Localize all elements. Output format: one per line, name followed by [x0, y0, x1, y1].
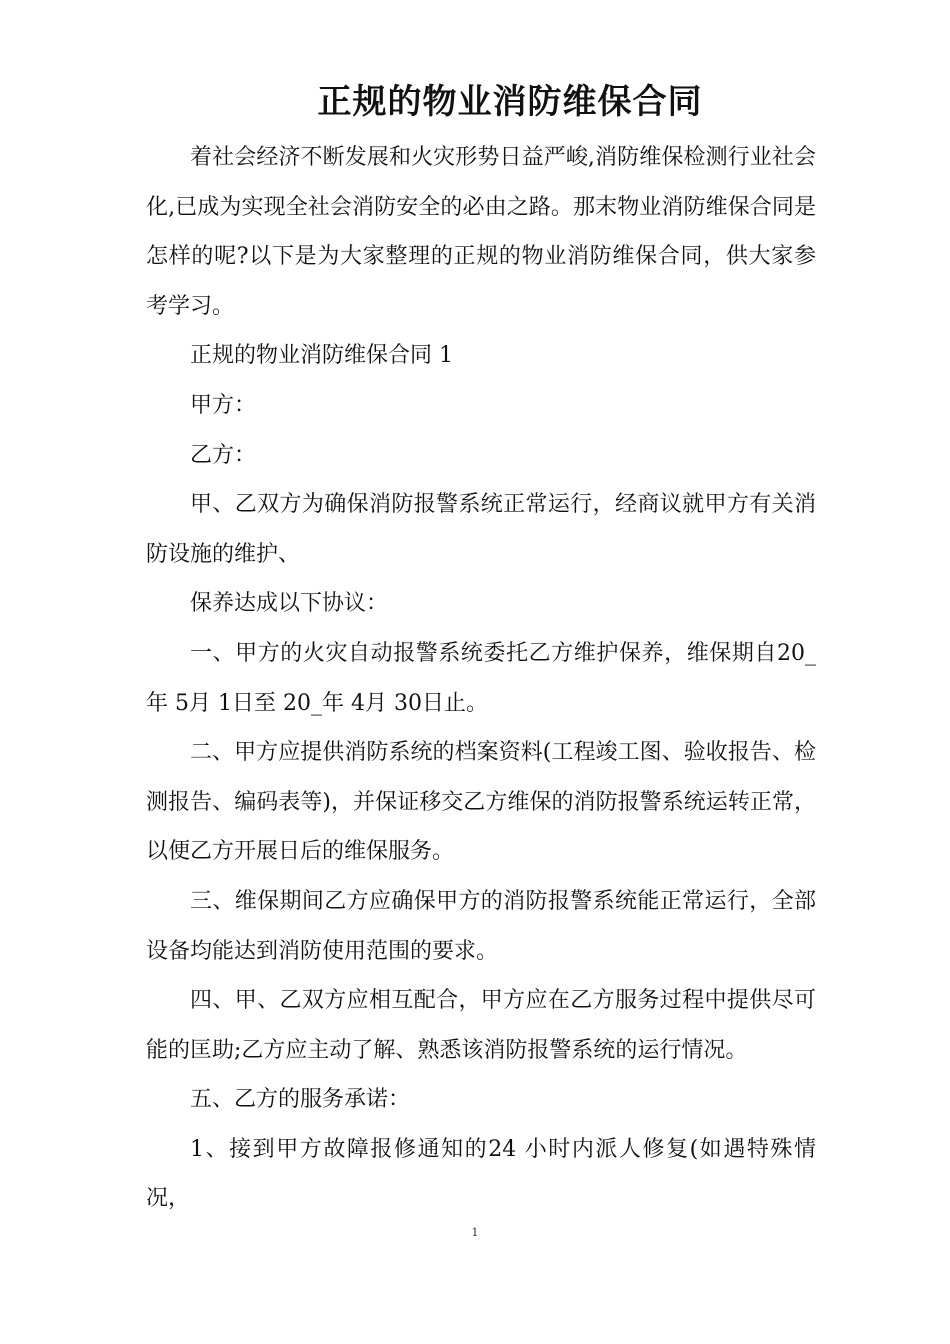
clause-2: 二、甲方应提供消防系统的档案资料(工程竣工图、验收报告、检测报告、编码表等)，并保证移交乙方维保的消防报警系统运转正常，以便乙方开展日后的维保服务。	[146, 740, 816, 865]
page-number: 1	[471, 1226, 479, 1239]
contract-heading: 正规的物业消防维保合同 1	[190, 343, 453, 369]
agreement-preamble: 甲、乙双方为确保消防报警系统正常运行，经商议就甲方有关消防设施的维护、	[146, 492, 816, 567]
document-body	[146, 133, 816, 1224]
document-title: 正规的物业消防维保合同	[317, 82, 703, 122]
agreement-preamble-cont: 保养达成以下协议：	[190, 591, 389, 617]
clause-5-item-1: 1、接到甲方故障报修通知的24 小时内派人修复(如遇特殊情况，	[146, 1136, 816, 1212]
party-b-line: 乙方：	[190, 442, 257, 468]
clause-1: 一、甲方的火灾自动报警系统委托乙方维护保养，维保期自20_年 5月 1日至 20_年 4月 30日止。	[146, 640, 816, 716]
clause-4: 四、甲、乙双方应相互配合，甲方应在乙方服务过程中提供尽可能的匡助;乙方应主动了解、熟悉该消防报警系统的运行情况。	[146, 988, 816, 1063]
intro-paragraph: 着社会经济不断发展和火灾形势日益严峻,消防维保检测行业社会化,已成为实现全社会消防安全的必由之路。那末物业消防维保合同是怎样的呢?以下是为大家整理的正规的物业消防维保合同，供大家参考学习。	[146, 145, 816, 319]
clause-3: 三、维保期间乙方应确保甲方的消防报警系统能正常运行，全部设备均能达到消防使用范围的要求。	[146, 888, 816, 964]
clause-5-heading: 五、乙方的服务承诺：	[190, 1087, 411, 1113]
party-a-line: 甲方：	[190, 392, 257, 418]
